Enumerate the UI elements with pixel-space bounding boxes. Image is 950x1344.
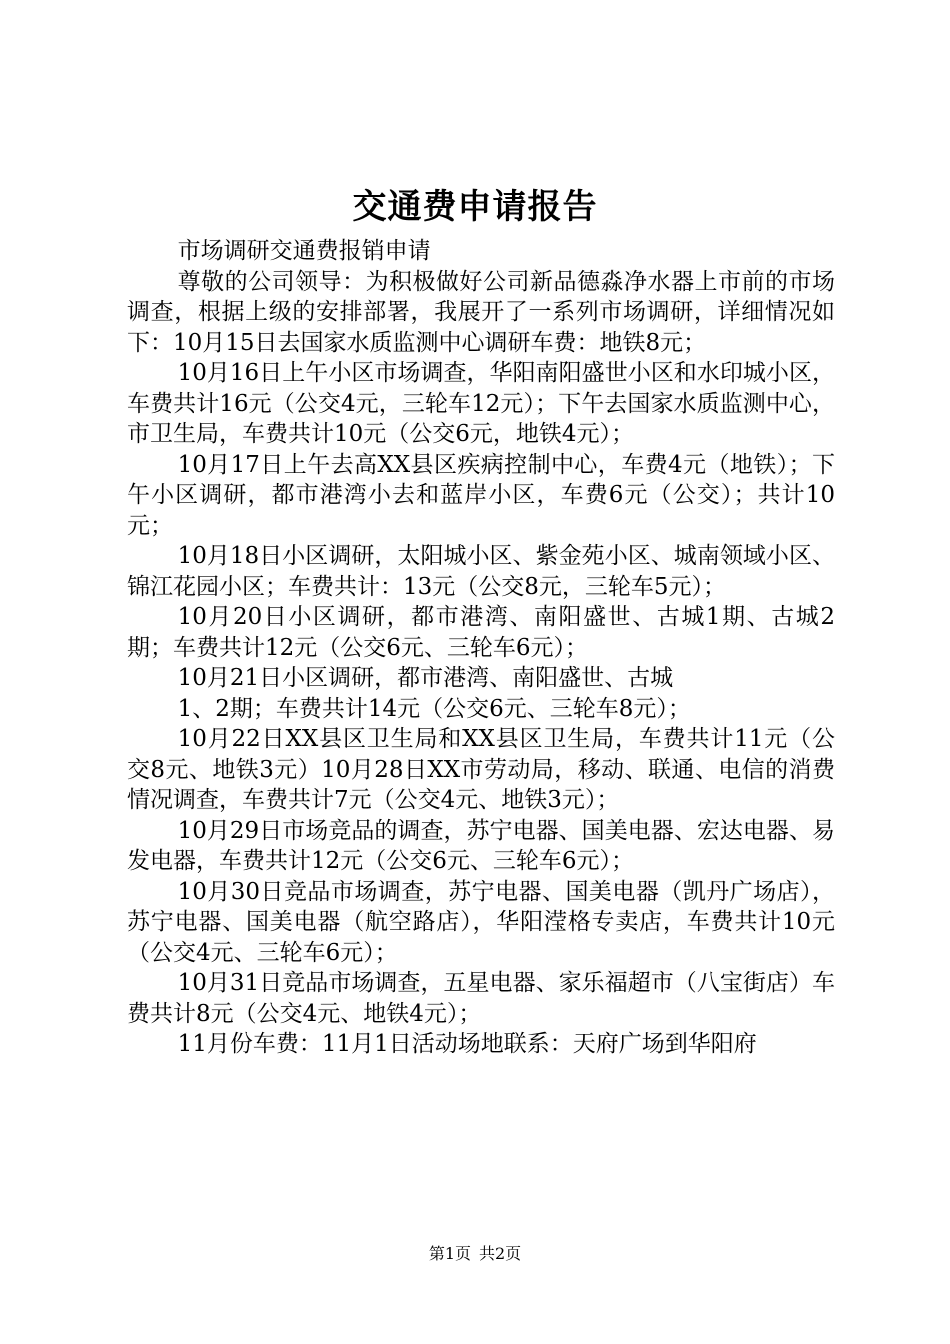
body-paragraph: 10月21日小区调研，都市港湾、南阳盛世、古城 bbox=[177, 665, 674, 691]
body-paragraph: 10月29日市场竞品的调查，苏宁电器、国美电器、宏达电器、易发电器，车费共计12元（公交6元、三轮车6元）； bbox=[127, 817, 835, 874]
page-number-current: 第1页 bbox=[428, 1244, 471, 1263]
body-paragraph: 10月18日小区调研，太阳城小区、紫金苑小区、城南领域小区、锦江花园小区；车费共计：13元（公交8元，三轮车5元）； bbox=[127, 543, 835, 600]
body-paragraph: 10月16日上午小区市场调查，华阳南阳盛世小区和水印城小区，车费共计16元（公交4元，三轮车12元）；下午去国家水质监测中心，市卫生局，车费共计10元（公交6元，地铁4元）； bbox=[127, 360, 835, 447]
page-footer bbox=[0, 1243, 950, 1265]
document-title: 交通费申请报告 bbox=[352, 187, 598, 227]
body-paragraph: 市场调研交通费报销申请 bbox=[177, 238, 431, 264]
body-paragraph: 尊敬的公司领导：为积极做好公司新品德淼净水器上市前的市场调查，根据上级的安排部署，我展开了一系列市场调研，详细情况如下：10月15日去国家水质监测中心调研车费：地铁8元； bbox=[127, 268, 835, 356]
body-paragraph: 10月31日竞品市场调查，五星电器、家乐福超市（八宝街店）车费共计8元（公交4元、地铁4元）； bbox=[127, 970, 835, 1027]
page-number-total: 共2页 bbox=[479, 1244, 522, 1263]
body-paragraph: 10月22日XX县区卫生局和XX县区卫生局，车费共计11元（公交8元、地铁3元）10月28日XX市劳动局，移动、联通、电信的消费情况调查，车费共计7元（公交4元、地铁3元）； bbox=[127, 726, 835, 813]
body-paragraph: 10月20日小区调研，都市港湾、南阳盛世、古城1期、古城2期；车费共计12元（公交6元、三轮车6元）； bbox=[127, 604, 835, 661]
document-body bbox=[127, 236, 835, 1060]
body-paragraph: 10月30日竞品市场调查，苏宁电器、国美电器（凯丹广场店），苏宁电器、国美电器（航空路店），华阳滢格专卖店，车费共计10元（公交4元、三轮车6元）； bbox=[127, 878, 835, 966]
body-paragraph: 10月17日上午去高XX县区疾病控制中心，车费4元（地铁）；下午小区调研，都市港湾小去和蓝岸小区，车费6元（公交）；共计10元； bbox=[127, 451, 835, 539]
body-paragraph: 11月份车费：11月1日活动场地联系：天府广场到华阳府 bbox=[177, 1031, 757, 1057]
body-paragraph: 1、2期；车费共计14元（公交6元、三轮车8元）； bbox=[177, 695, 691, 722]
